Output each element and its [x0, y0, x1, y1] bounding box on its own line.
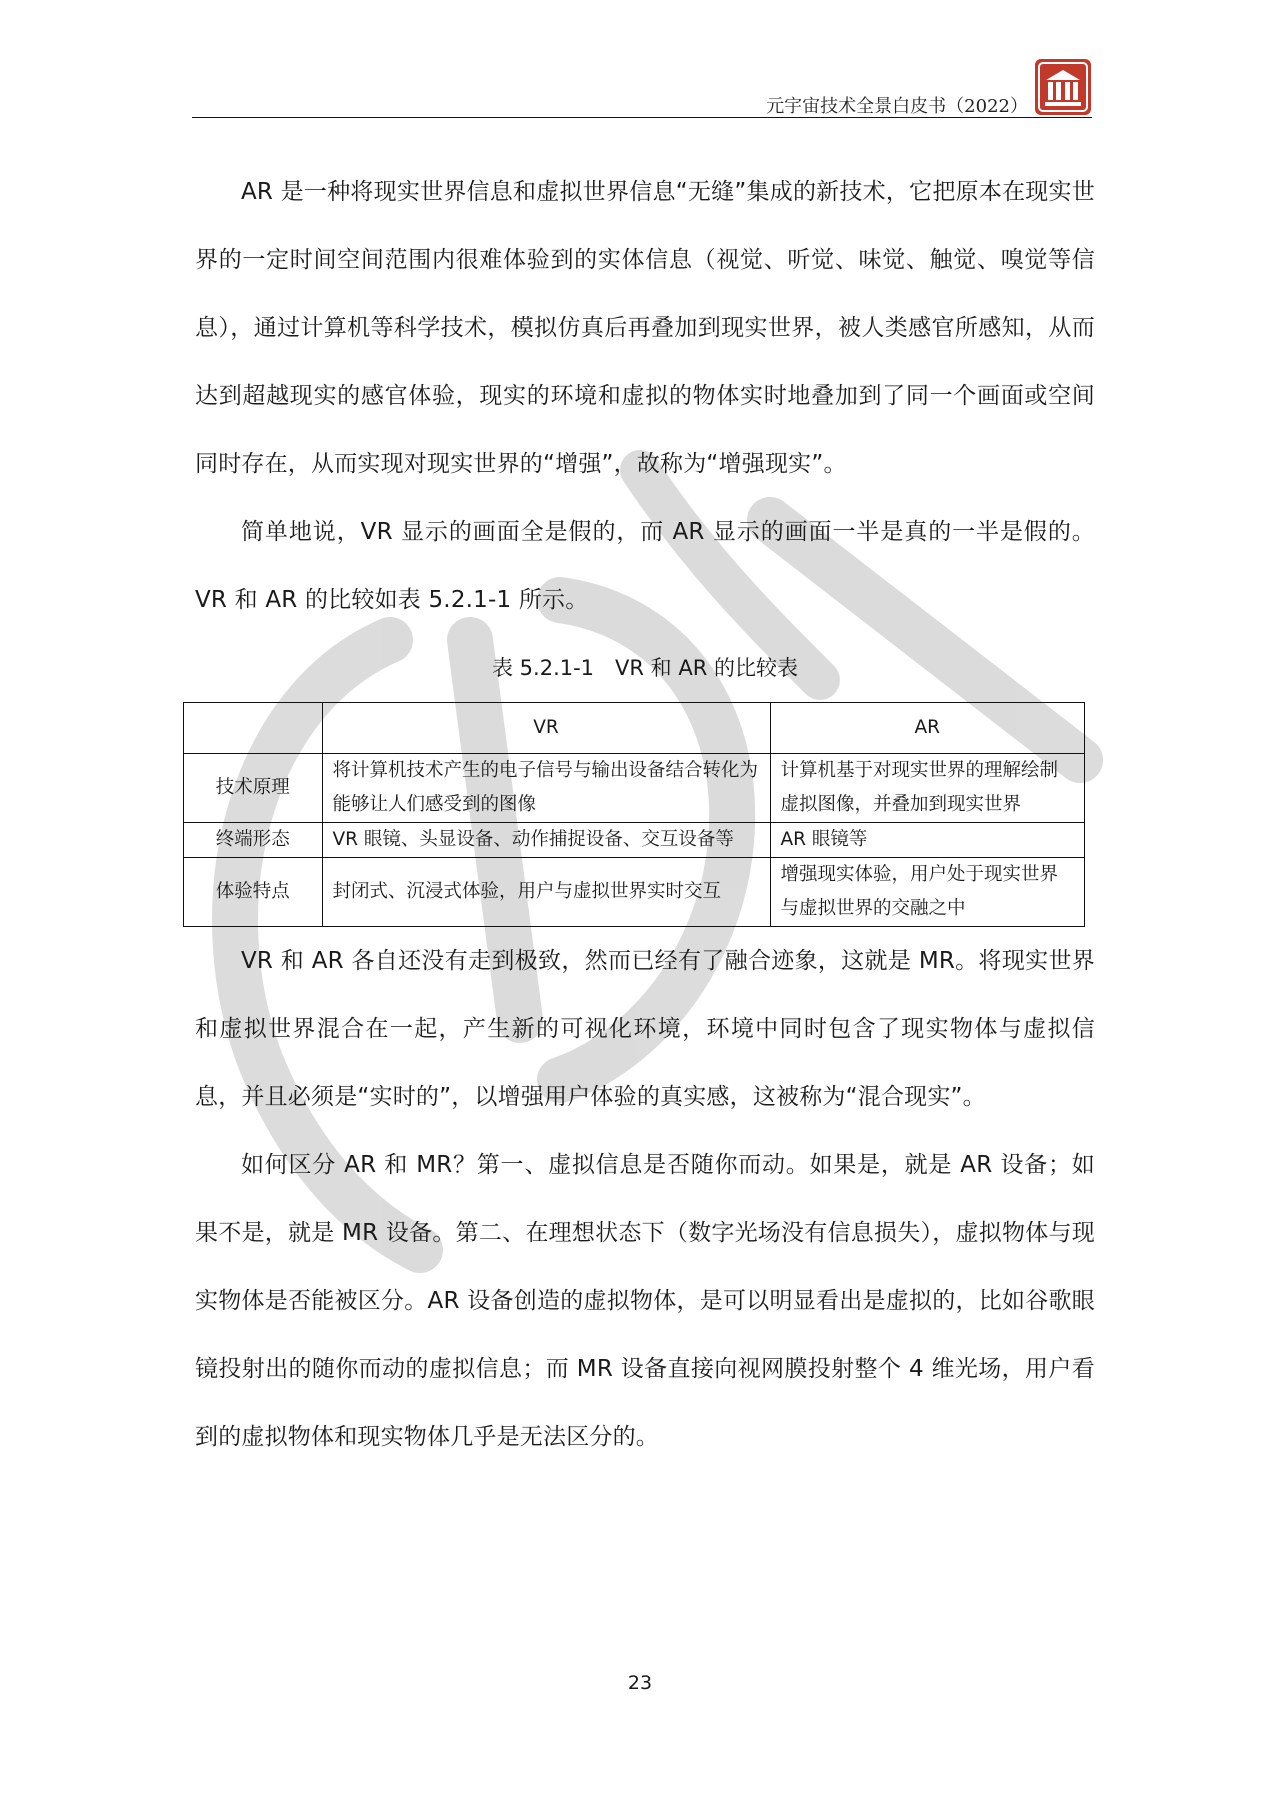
- paragraph-mr-definition: VR 和 AR 各自还没有走到极致，然而已经有了融合迹象，这就是 MR。将现实世界和虚拟世界混合在一起，产生新的可视化环境，环境中同时包含了现实物体与虚拟信息，并且必须是“实时的”，以增强用户体验的真实感，这被称为“混合现实”。: [195, 948, 1095, 1110]
- paragraph-vr-ar-summary: 简单地说，VR 显示的画面全是假的，而 AR 显示的画面一半是真的一半是假的。VR 和 AR 的比较如表 5.2.1-1 所示。: [195, 519, 1095, 613]
- header-title: 元宇宙技术全景白皮书（2022）: [766, 96, 1028, 117]
- paragraph-ar-definition: AR 是一种将现实世界信息和虚拟世界信息“无缝”集成的新技术，它把原本在现实世界的一定时间空间范围内很难体验到的实体信息（视觉、听觉、味觉、触觉、嗅觉等信息），通过计算机等科学技术，模拟仿真后再叠加到现实世界，被人类感官所感知，从而达到超越现实的感官体验，现实的环境和虚拟的物体实时地叠加到了同一个画面或空间同时存在，从而实现对现实世界的“增强”，故称为“增强现实”。: [195, 179, 1095, 477]
- paragraph-ar-mr-difference: 如何区分 AR 和 MR？第一、虚拟信息是否随你而动。如果是，就是 AR 设备；如果不是，就是 MR 设备。第二、在理想状态下（数字光场没有信息损失），虚拟物体与现实物体是否能被区分。AR 设备创造的虚拟物体，是可以明显看出是虚拟的，比如谷歌眼镜投射出的随你而动的虚拟信息；而 MR 设备直接向视网膜投射整个 4 维光场，用户看到的虚拟物体和现实物体几乎是无法区分的。: [195, 1152, 1095, 1450]
- cell-ar-tech-principle: 计算机基于对现实世界的理解绘制虚拟图像，并叠加到现实世界: [770, 754, 1085, 823]
- cell-ar-terminal-form: AR 眼镜等: [770, 823, 1085, 858]
- page-content: [195, 158, 1095, 1471]
- cell-ar-experience: 增强现实体验，用户处于现实世界与虚拟世界的交融之中: [770, 858, 1085, 927]
- table-header-row: [184, 703, 1085, 754]
- table-corner-cell: [184, 703, 323, 754]
- row-label-tech-principle: 技术原理: [184, 754, 323, 823]
- icdi-logo-icon: [1034, 58, 1092, 116]
- header-rule: [192, 117, 1092, 118]
- cell-vr-terminal-form: VR 眼镜、头显设备、动作捕捉设备、交互设备等: [322, 823, 770, 858]
- column-header-ar: AR: [770, 703, 1085, 754]
- page-number: 23: [627, 1672, 653, 1694]
- table-row: [184, 858, 1085, 927]
- row-label-experience: 体验特点: [184, 858, 323, 927]
- vr-ar-comparison-table: [183, 702, 1085, 927]
- column-header-vr: VR: [322, 703, 770, 754]
- table-row: [184, 754, 1085, 823]
- row-label-terminal-form: 终端形态: [184, 823, 323, 858]
- cell-vr-tech-principle: 将计算机技术产生的电子信号与输出设备结合转化为能够让人们感受到的图像: [322, 754, 770, 823]
- page-header: [192, 54, 1092, 118]
- cell-vr-experience: 封闭式、沉浸式体验，用户与虚拟世界实时交互: [322, 858, 770, 927]
- table-caption: 表 5.2.1-1 VR 和 AR 的比较表: [492, 656, 798, 680]
- table-row: [184, 823, 1085, 858]
